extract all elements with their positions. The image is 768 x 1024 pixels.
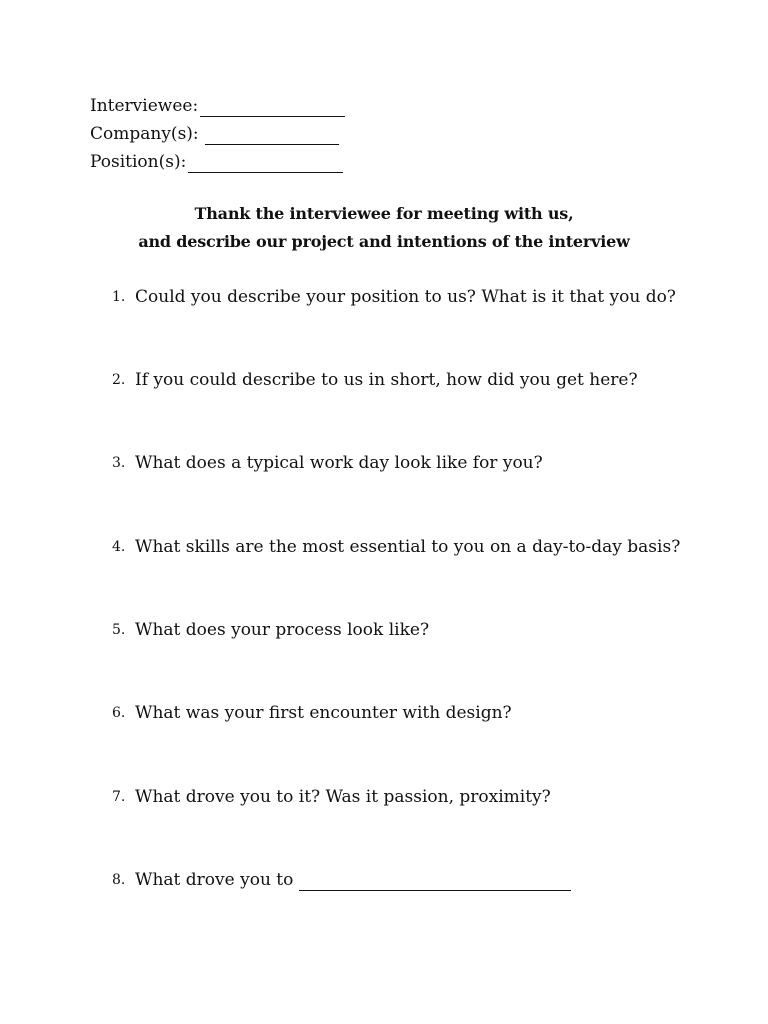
question-number: 8. <box>112 872 126 888</box>
question-item <box>100 536 680 558</box>
question-item <box>100 286 676 308</box>
interviewee-field <box>90 95 345 117</box>
question-number: 6. <box>112 705 126 721</box>
question-item <box>100 869 571 891</box>
question-number: 2. <box>112 372 126 388</box>
instruction-heading <box>0 200 768 256</box>
interviewee-label: Interviewee: <box>90 96 199 116</box>
interviewee-blank-line[interactable] <box>200 98 345 117</box>
question-item <box>100 786 551 808</box>
question-item <box>100 619 429 641</box>
question-item <box>100 702 512 724</box>
question-number: 4. <box>112 539 126 555</box>
question-text: What does a typical work day look like for you? <box>135 453 543 473</box>
question-item <box>100 452 543 474</box>
question-number: 5. <box>112 622 126 638</box>
heading-line-1: Thank the interviewee for meeting with us, <box>194 204 574 223</box>
question-text: What was your first encounter with design? <box>135 703 512 723</box>
question-number: 1. <box>112 289 126 305</box>
company-label: Company(s): <box>90 124 199 144</box>
question-item <box>100 369 638 391</box>
question-8-blank-line[interactable] <box>299 872 571 891</box>
question-text: What does your process look like? <box>135 620 430 640</box>
company-blank-line[interactable] <box>205 126 339 145</box>
question-text: What skills are the most essential to you on a day-to-day basis? <box>135 537 681 557</box>
heading-line-2: and describe our project and intentions of the interview <box>138 232 630 251</box>
question-number: 3. <box>112 455 126 471</box>
question-number: 7. <box>112 789 126 805</box>
question-text: What drove you to it? Was it passion, proximity? <box>135 787 551 807</box>
company-field <box>90 123 339 145</box>
question-text: What drove you to <box>135 870 294 890</box>
position-blank-line[interactable] <box>188 154 343 173</box>
position-label: Position(s): <box>90 152 187 172</box>
question-text: If you could describe to us in short, how did you get here? <box>135 370 638 390</box>
question-text: Could you describe your position to us? What is it that you do? <box>135 287 676 307</box>
position-field <box>90 151 343 173</box>
